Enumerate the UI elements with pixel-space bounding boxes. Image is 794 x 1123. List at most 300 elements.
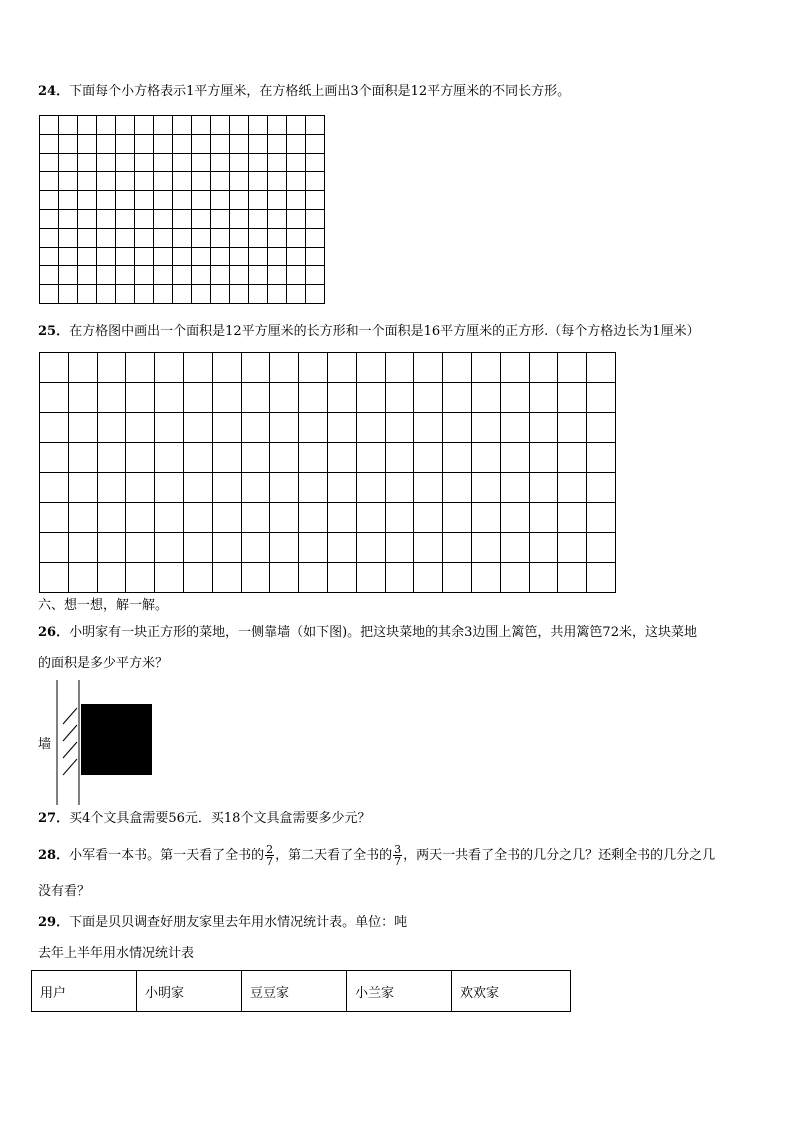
grid-cell[interactable] xyxy=(126,353,155,383)
grid-cell[interactable] xyxy=(59,228,78,247)
grid-cell[interactable] xyxy=(249,209,268,228)
grid-cell[interactable] xyxy=(78,153,97,172)
grid-cell[interactable] xyxy=(135,153,154,172)
grid-cell[interactable] xyxy=(587,443,616,473)
grid-cell[interactable] xyxy=(116,209,135,228)
grid-cell[interactable] xyxy=(356,533,385,563)
grid-cell[interactable] xyxy=(241,443,270,473)
grid-cell[interactable] xyxy=(68,503,97,533)
grid-cell[interactable] xyxy=(287,285,306,304)
grid-cell[interactable] xyxy=(173,153,192,172)
grid-cell[interactable] xyxy=(306,153,325,172)
grid-cell[interactable] xyxy=(241,383,270,413)
grid-cell[interactable] xyxy=(126,383,155,413)
grid-cell[interactable] xyxy=(135,134,154,153)
grid-cell[interactable] xyxy=(471,353,500,383)
grid-cell[interactable] xyxy=(154,266,173,285)
grid-cell[interactable] xyxy=(443,443,472,473)
grid-cell[interactable] xyxy=(126,413,155,443)
grid-cell[interactable] xyxy=(500,443,529,473)
grid-cell[interactable] xyxy=(116,191,135,210)
grid-cell[interactable] xyxy=(40,503,69,533)
grid-cell[interactable] xyxy=(268,266,287,285)
grid-cell[interactable] xyxy=(299,413,328,443)
grid-cell[interactable] xyxy=(558,503,587,533)
grid-cell[interactable] xyxy=(183,383,212,413)
grid-cell[interactable] xyxy=(356,383,385,413)
grid-cell[interactable] xyxy=(116,285,135,304)
grid-cell[interactable] xyxy=(287,266,306,285)
grid-cell[interactable] xyxy=(173,266,192,285)
grid-cell[interactable] xyxy=(299,383,328,413)
grid-cell[interactable] xyxy=(230,285,249,304)
grid-cell[interactable] xyxy=(97,172,116,191)
grid-cell[interactable] xyxy=(183,413,212,443)
grid-cell[interactable] xyxy=(306,266,325,285)
grid-cell[interactable] xyxy=(78,134,97,153)
grid-cell[interactable] xyxy=(414,383,443,413)
grid-cell[interactable] xyxy=(268,285,287,304)
grid-cell[interactable] xyxy=(587,563,616,593)
grid-cell[interactable] xyxy=(40,353,69,383)
grid-cell[interactable] xyxy=(212,473,241,503)
grid-cell[interactable] xyxy=(68,473,97,503)
grid-cell[interactable] xyxy=(230,266,249,285)
grid-cell[interactable] xyxy=(230,247,249,266)
grid-cell[interactable] xyxy=(249,228,268,247)
grid-cell[interactable] xyxy=(212,563,241,593)
grid-cell[interactable] xyxy=(443,503,472,533)
grid-cell[interactable] xyxy=(385,473,414,503)
grid-cell[interactable] xyxy=(356,563,385,593)
grid-cell[interactable] xyxy=(299,473,328,503)
grid-cell[interactable] xyxy=(183,563,212,593)
grid-cell[interactable] xyxy=(97,443,126,473)
grid-cell[interactable] xyxy=(529,443,558,473)
grid-cell[interactable] xyxy=(299,503,328,533)
grid-cell[interactable] xyxy=(414,473,443,503)
grid-cell[interactable] xyxy=(192,134,211,153)
grid-cell[interactable] xyxy=(587,383,616,413)
grid-cell[interactable] xyxy=(414,533,443,563)
grid-cell[interactable] xyxy=(78,191,97,210)
grid-cell[interactable] xyxy=(40,533,69,563)
grid-cell[interactable] xyxy=(40,266,59,285)
grid-cell[interactable] xyxy=(97,266,116,285)
grid-cell[interactable] xyxy=(471,383,500,413)
grid-cell[interactable] xyxy=(155,473,184,503)
grid-cell[interactable] xyxy=(385,533,414,563)
grid-cell[interactable] xyxy=(97,134,116,153)
grid-cell[interactable] xyxy=(40,209,59,228)
grid-cell[interactable] xyxy=(249,191,268,210)
grid-cell[interactable] xyxy=(116,153,135,172)
grid-cell[interactable] xyxy=(230,172,249,191)
grid-cell[interactable] xyxy=(356,473,385,503)
grid-cell[interactable] xyxy=(529,533,558,563)
grid-cell[interactable] xyxy=(249,153,268,172)
grid-cell[interactable] xyxy=(299,443,328,473)
grid-cell[interactable] xyxy=(299,563,328,593)
grid-cell[interactable] xyxy=(385,443,414,473)
grid-cell[interactable] xyxy=(249,247,268,266)
grid-cell[interactable] xyxy=(587,473,616,503)
grid-cell[interactable] xyxy=(135,285,154,304)
grid-cell[interactable] xyxy=(287,228,306,247)
grid-cell[interactable] xyxy=(327,563,356,593)
grid-cell[interactable] xyxy=(230,153,249,172)
grid-cell[interactable] xyxy=(500,503,529,533)
grid-cell[interactable] xyxy=(192,228,211,247)
grid-cell[interactable] xyxy=(97,247,116,266)
grid-cell[interactable] xyxy=(306,134,325,153)
grid-cell[interactable] xyxy=(211,266,230,285)
grid-cell[interactable] xyxy=(40,563,69,593)
grid-cell[interactable] xyxy=(59,153,78,172)
grid-cell[interactable] xyxy=(471,443,500,473)
grid-cell[interactable] xyxy=(356,413,385,443)
grid-cell[interactable] xyxy=(126,443,155,473)
grid-cell[interactable] xyxy=(116,247,135,266)
grid-cell[interactable] xyxy=(154,247,173,266)
grid-cell[interactable] xyxy=(135,172,154,191)
grid-cell[interactable] xyxy=(558,413,587,443)
grid-cell[interactable] xyxy=(135,116,154,135)
grid-cell[interactable] xyxy=(154,172,173,191)
grid-cell[interactable] xyxy=(97,533,126,563)
grid-cell[interactable] xyxy=(97,228,116,247)
grid-cell[interactable] xyxy=(249,116,268,135)
grid-cell[interactable] xyxy=(500,563,529,593)
grid-cell[interactable] xyxy=(154,134,173,153)
grid-cell[interactable] xyxy=(268,134,287,153)
grid-cell[interactable] xyxy=(299,353,328,383)
grid-cell[interactable] xyxy=(230,191,249,210)
grid-cell[interactable] xyxy=(40,247,59,266)
grid-cell[interactable] xyxy=(97,383,126,413)
grid-cell[interactable] xyxy=(385,383,414,413)
grid-cell[interactable] xyxy=(443,533,472,563)
grid-cell[interactable] xyxy=(97,413,126,443)
grid-cell[interactable] xyxy=(268,247,287,266)
grid-cell[interactable] xyxy=(135,228,154,247)
grid-cell[interactable] xyxy=(500,473,529,503)
grid-cell[interactable] xyxy=(154,191,173,210)
grid-cell[interactable] xyxy=(68,563,97,593)
grid-cell[interactable] xyxy=(558,383,587,413)
grid-cell[interactable] xyxy=(59,266,78,285)
grid-cell[interactable] xyxy=(192,285,211,304)
grid-cell[interactable] xyxy=(212,353,241,383)
grid-cell[interactable] xyxy=(78,247,97,266)
grid-cell[interactable] xyxy=(116,116,135,135)
grid-cell[interactable] xyxy=(356,353,385,383)
grid-cell[interactable] xyxy=(173,134,192,153)
grid-cell[interactable] xyxy=(68,383,97,413)
grid-cell[interactable] xyxy=(78,228,97,247)
grid-cell[interactable] xyxy=(230,209,249,228)
grid-cell[interactable] xyxy=(385,353,414,383)
grid-cell[interactable] xyxy=(287,134,306,153)
grid-cell[interactable] xyxy=(173,116,192,135)
grid-cell[interactable] xyxy=(97,191,116,210)
grid-cell[interactable] xyxy=(443,563,472,593)
grid-cell[interactable] xyxy=(211,247,230,266)
grid-cell[interactable] xyxy=(327,473,356,503)
grid-cell[interactable] xyxy=(306,191,325,210)
grid-cell[interactable] xyxy=(558,563,587,593)
grid-cell[interactable] xyxy=(529,473,558,503)
grid-cell[interactable] xyxy=(173,172,192,191)
grid-cell[interactable] xyxy=(212,413,241,443)
grid-cell[interactable] xyxy=(59,116,78,135)
grid-cell[interactable] xyxy=(192,266,211,285)
grid-cell[interactable] xyxy=(211,285,230,304)
grid-cell[interactable] xyxy=(414,443,443,473)
grid-cell[interactable] xyxy=(385,563,414,593)
grid-cell[interactable] xyxy=(500,353,529,383)
grid-cell[interactable] xyxy=(154,209,173,228)
grid-cell[interactable] xyxy=(529,353,558,383)
grid-cell[interactable] xyxy=(126,473,155,503)
grid-cell[interactable] xyxy=(529,563,558,593)
grid-cell[interactable] xyxy=(270,383,299,413)
grid-cell[interactable] xyxy=(287,191,306,210)
grid-cell[interactable] xyxy=(192,116,211,135)
grid-cell[interactable] xyxy=(558,533,587,563)
grid-cell[interactable] xyxy=(155,383,184,413)
grid-cell[interactable] xyxy=(587,413,616,443)
grid-cell[interactable] xyxy=(327,503,356,533)
grid-cell[interactable] xyxy=(306,209,325,228)
grid-cell[interactable] xyxy=(500,533,529,563)
grid-cell[interactable] xyxy=(471,533,500,563)
grid-cell[interactable] xyxy=(97,116,116,135)
grid-cell[interactable] xyxy=(471,413,500,443)
grid-cell[interactable] xyxy=(97,353,126,383)
grid-cell[interactable] xyxy=(249,285,268,304)
grid-cell[interactable] xyxy=(192,191,211,210)
grid-cell[interactable] xyxy=(414,413,443,443)
grid-cell[interactable] xyxy=(558,473,587,503)
grid-cell[interactable] xyxy=(270,503,299,533)
grid-cell[interactable] xyxy=(268,116,287,135)
grid-cell[interactable] xyxy=(249,266,268,285)
grid-cell[interactable] xyxy=(192,209,211,228)
grid-cell[interactable] xyxy=(268,209,287,228)
grid-cell[interactable] xyxy=(126,533,155,563)
grid-cell[interactable] xyxy=(173,209,192,228)
grid-cell[interactable] xyxy=(558,353,587,383)
grid-cell[interactable] xyxy=(299,533,328,563)
grid-cell[interactable] xyxy=(558,443,587,473)
grid-cell[interactable] xyxy=(59,134,78,153)
grid-cell[interactable] xyxy=(268,228,287,247)
grid-cell[interactable] xyxy=(135,247,154,266)
grid-cell[interactable] xyxy=(230,228,249,247)
grid-cell[interactable] xyxy=(241,533,270,563)
grid-cell[interactable] xyxy=(270,413,299,443)
grid-cell[interactable] xyxy=(173,247,192,266)
grid-cell[interactable] xyxy=(97,473,126,503)
grid-cell[interactable] xyxy=(270,443,299,473)
grid-cell[interactable] xyxy=(241,503,270,533)
grid-cell[interactable] xyxy=(155,563,184,593)
grid-cell[interactable] xyxy=(40,413,69,443)
grid-cell[interactable] xyxy=(587,533,616,563)
grid-cell[interactable] xyxy=(471,473,500,503)
grid-cell[interactable] xyxy=(270,353,299,383)
grid-cell[interactable] xyxy=(241,473,270,503)
grid-cell[interactable] xyxy=(116,228,135,247)
grid-cell[interactable] xyxy=(306,116,325,135)
grid-cell[interactable] xyxy=(154,285,173,304)
grid-cell[interactable] xyxy=(97,285,116,304)
grid-cell[interactable] xyxy=(500,413,529,443)
grid-cell[interactable] xyxy=(500,383,529,413)
grid-cell[interactable] xyxy=(327,443,356,473)
grid-cell[interactable] xyxy=(78,209,97,228)
grid-cell[interactable] xyxy=(126,503,155,533)
grid-cell[interactable] xyxy=(155,533,184,563)
grid-cell[interactable] xyxy=(270,533,299,563)
grid-cell[interactable] xyxy=(306,285,325,304)
grid-cell[interactable] xyxy=(268,153,287,172)
grid-cell[interactable] xyxy=(212,533,241,563)
grid-cell[interactable] xyxy=(443,473,472,503)
grid-cell[interactable] xyxy=(116,172,135,191)
grid-cell[interactable] xyxy=(211,116,230,135)
grid-cell[interactable] xyxy=(173,285,192,304)
grid-cell[interactable] xyxy=(327,533,356,563)
grid-cell[interactable] xyxy=(78,172,97,191)
grid-cell[interactable] xyxy=(155,353,184,383)
grid-cell[interactable] xyxy=(230,134,249,153)
grid-cell[interactable] xyxy=(192,172,211,191)
grid-cell[interactable] xyxy=(97,153,116,172)
grid-cell[interactable] xyxy=(270,563,299,593)
grid-cell[interactable] xyxy=(356,503,385,533)
grid-cell[interactable] xyxy=(471,503,500,533)
grid-cell[interactable] xyxy=(287,172,306,191)
grid-cell[interactable] xyxy=(97,563,126,593)
grid-cell[interactable] xyxy=(155,413,184,443)
grid-cell[interactable] xyxy=(155,443,184,473)
grid-cell[interactable] xyxy=(306,172,325,191)
grid-cell[interactable] xyxy=(443,413,472,443)
grid-cell[interactable] xyxy=(287,116,306,135)
grid-cell[interactable] xyxy=(306,228,325,247)
grid-cell[interactable] xyxy=(97,209,116,228)
grid-cell[interactable] xyxy=(40,443,69,473)
grid-cell[interactable] xyxy=(287,209,306,228)
grid-cell[interactable] xyxy=(116,134,135,153)
grid-cell[interactable] xyxy=(241,353,270,383)
grid-cell[interactable] xyxy=(356,443,385,473)
grid-cell[interactable] xyxy=(249,134,268,153)
grid-cell[interactable] xyxy=(212,503,241,533)
grid-cell[interactable] xyxy=(211,209,230,228)
grid-cell[interactable] xyxy=(211,172,230,191)
grid-cell[interactable] xyxy=(59,247,78,266)
grid-cell[interactable] xyxy=(59,209,78,228)
grid-cell[interactable] xyxy=(443,383,472,413)
grid-cell[interactable] xyxy=(241,413,270,443)
grid-cell[interactable] xyxy=(241,563,270,593)
grid-cell[interactable] xyxy=(59,285,78,304)
grid-cell[interactable] xyxy=(385,413,414,443)
grid-cell[interactable] xyxy=(40,473,69,503)
grid-cell[interactable] xyxy=(211,228,230,247)
grid-cell[interactable] xyxy=(306,247,325,266)
grid-cell[interactable] xyxy=(183,503,212,533)
grid-cell[interactable] xyxy=(587,353,616,383)
grid-cell[interactable] xyxy=(268,172,287,191)
grid-paper-25[interactable] xyxy=(39,352,616,593)
grid-cell[interactable] xyxy=(135,266,154,285)
grid-cell[interactable] xyxy=(230,116,249,135)
grid-cell[interactable] xyxy=(327,383,356,413)
grid-cell[interactable] xyxy=(154,116,173,135)
grid-cell[interactable] xyxy=(529,413,558,443)
grid-cell[interactable] xyxy=(268,191,287,210)
grid-cell[interactable] xyxy=(40,228,59,247)
grid-cell[interactable] xyxy=(78,285,97,304)
grid-cell[interactable] xyxy=(211,134,230,153)
grid-cell[interactable] xyxy=(68,443,97,473)
grid-cell[interactable] xyxy=(135,191,154,210)
grid-cell[interactable] xyxy=(78,266,97,285)
grid-cell[interactable] xyxy=(59,172,78,191)
grid-cell[interactable] xyxy=(192,247,211,266)
grid-cell[interactable] xyxy=(287,153,306,172)
grid-cell[interactable] xyxy=(68,533,97,563)
grid-cell[interactable] xyxy=(414,503,443,533)
grid-cell[interactable] xyxy=(212,443,241,473)
grid-cell[interactable] xyxy=(249,172,268,191)
grid-cell[interactable] xyxy=(155,503,184,533)
grid-cell[interactable] xyxy=(173,191,192,210)
grid-cell[interactable] xyxy=(587,503,616,533)
grid-cell[interactable] xyxy=(40,153,59,172)
grid-paper-24[interactable] xyxy=(39,115,325,304)
grid-cell[interactable] xyxy=(414,563,443,593)
grid-cell[interactable] xyxy=(385,503,414,533)
grid-cell[interactable] xyxy=(68,353,97,383)
grid-cell[interactable] xyxy=(414,353,443,383)
grid-cell[interactable] xyxy=(154,153,173,172)
grid-cell[interactable] xyxy=(471,563,500,593)
grid-cell[interactable] xyxy=(183,443,212,473)
grid-cell[interactable] xyxy=(40,191,59,210)
grid-cell[interactable] xyxy=(59,191,78,210)
grid-cell[interactable] xyxy=(183,533,212,563)
grid-cell[interactable] xyxy=(40,383,69,413)
grid-cell[interactable] xyxy=(529,503,558,533)
grid-cell[interactable] xyxy=(78,116,97,135)
grid-cell[interactable] xyxy=(327,413,356,443)
grid-cell[interactable] xyxy=(40,172,59,191)
grid-cell[interactable] xyxy=(135,209,154,228)
grid-cell[interactable] xyxy=(126,563,155,593)
grid-cell[interactable] xyxy=(211,153,230,172)
grid-cell[interactable] xyxy=(183,353,212,383)
grid-cell[interactable] xyxy=(443,353,472,383)
grid-cell[interactable] xyxy=(287,247,306,266)
grid-cell[interactable] xyxy=(327,353,356,383)
grid-cell[interactable] xyxy=(529,383,558,413)
grid-cell[interactable] xyxy=(97,503,126,533)
